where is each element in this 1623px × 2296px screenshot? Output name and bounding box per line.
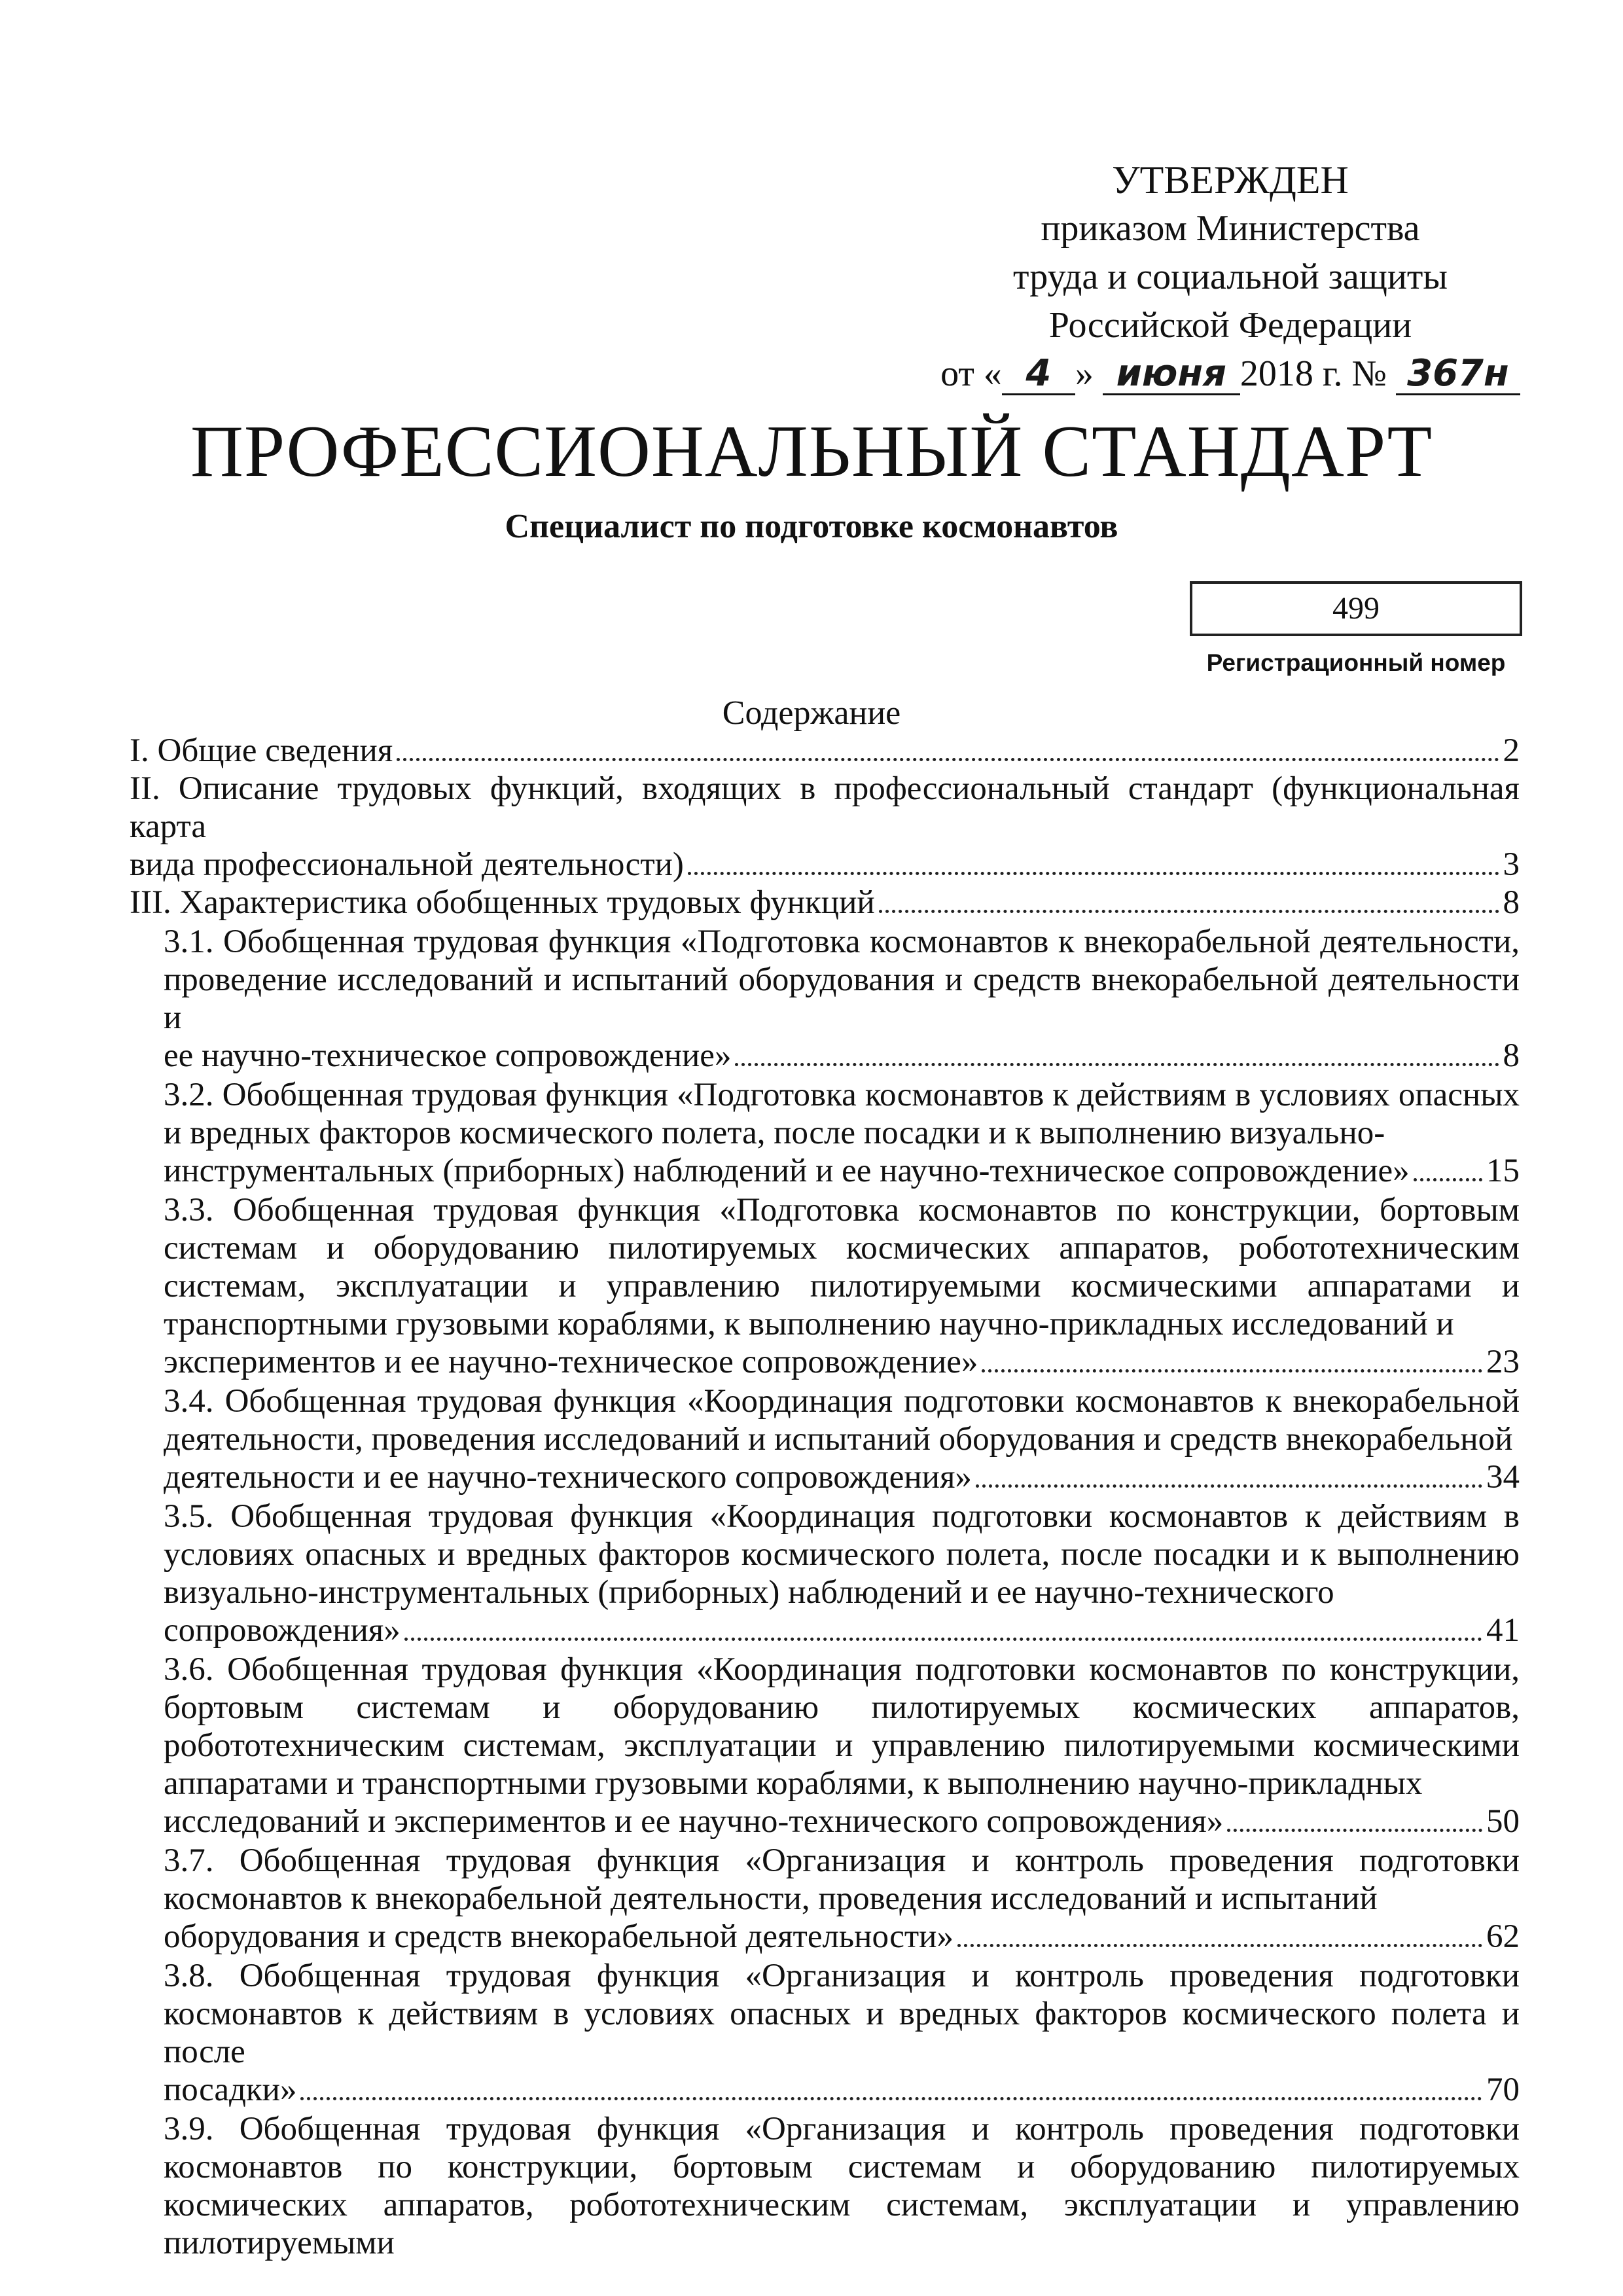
toc-entry-text: 3.3. Обобщенная трудовая функция «Подготовка космонавтов по конструкции, бортовым системам и оборудованию пилотируемых космических аппаратов, робототехническим системам, эксплуатации и управлению пилотируемыми космическими аппаратами и транспортными грузовыми кораблями, к выполнению научно-прикладных исследований и: [164, 1192, 1520, 1342]
toc-page-number: 50: [1486, 1803, 1520, 1840]
toc-page-number: 8: [1503, 884, 1520, 921]
toc-entry-text: 3.5. Обобщенная трудовая функция «Координация подготовки космонавтов к действиям в условиях опасных и вредных факторов космического полета, после посадки и к выполнению визуально-инструментальных (приборных) наблюдений и ее научно-технического: [164, 1498, 1520, 1611]
approval-line-4: Российской Федерации: [1048, 305, 1412, 346]
toc-entry-text: 3.7. Обобщенная трудовая функция «Организация и контроль проведения подготовки космонавтов к внекорабельной деятельности, проведения исследований и испытаний: [164, 1842, 1520, 1917]
toc-entry-last-line: [164, 1918, 1520, 1956]
toc-entry-text: 3.1. Обобщенная трудовая функция «Подготовка космонавтов к внекорабельной деятельности, проведение исследований и испытаний оборудования и средств внекорабельной деятельности и: [164, 924, 1520, 1036]
toc-entry[interactable]: [130, 770, 1520, 884]
toc-entry[interactable]: [130, 884, 1520, 922]
toc-entry-partial[interactable]: 3.9. Обобщенная трудовая функция «Организация и контроль проведения подготовки космонавтов по конструкции, бортовым системам и оборудованию пилотируемых космических аппаратов, робототехническим системам, эксплуатации и управлению пилотируемыми: [164, 2111, 1520, 2261]
toc-entry-text: 3.2. Обобщенная трудовая функция «Подготовка космонавтов к действиям в условиях опасных и вредных факторов космического полета, после посадки и к выполнению визуально-: [164, 1077, 1520, 1151]
toc-dot-leader: [1227, 1829, 1482, 1832]
registration-number-box: 499: [1190, 581, 1522, 636]
toc-page-number: 3: [1503, 846, 1520, 883]
toc-entry[interactable]: [130, 1498, 1520, 1649]
toc-dot-leader: [404, 1638, 1482, 1641]
toc-page-number: 41: [1486, 1612, 1520, 1649]
toc-entry-text: 3.8. Обобщенная трудовая функция «Организация и контроль проведения подготовки космонавтов к действиям в условиях опасных и вредных факторов космического полета и после: [164, 1958, 1520, 2070]
toc-entry-text: 3.6. Обобщенная трудовая функция «Координация подготовки космонавтов по конструкции, бортовым системам и оборудованию пилотируемых космических аппаратов, робототехническим системам, эксплуатации и управлению пилотируемыми космическими аппаратами и транспортными грузовыми кораблями, к выполнению научно-прикладных: [164, 1651, 1520, 1802]
toc-dot-leader: [957, 1944, 1482, 1947]
toc-entry-title-end: I. Общие сведения: [130, 732, 393, 769]
toc-entry-last-line: [164, 1611, 1520, 1649]
date-prefix: от «: [940, 353, 1002, 394]
toc-entry-title-end: III. Характеристика обобщенных трудовых функций: [130, 884, 875, 921]
toc-entry-last-line: [164, 1803, 1520, 1840]
toc-dot-leader: [735, 1063, 1499, 1066]
toc-entry-title-end: ее научно-техническое сопровождение»: [164, 1037, 732, 1074]
toc-entry[interactable]: [130, 1957, 1520, 2109]
toc-page-number: 2: [1503, 732, 1520, 769]
toc-entry-last-line: [130, 732, 1520, 770]
approval-line-2: приказом Министерства: [1041, 208, 1420, 249]
toc-entry-last-line: [164, 1037, 1520, 1075]
page-subtitle: Специалист по подготовке космонавтов: [505, 508, 1118, 545]
toc-page-number: 23: [1486, 1344, 1520, 1380]
toc-entry-title-end: посадки»: [164, 2072, 297, 2108]
toc-page-number: 8: [1503, 1037, 1520, 1074]
toc-dot-leader: [879, 910, 1499, 913]
toc-entry[interactable]: [130, 1076, 1520, 1190]
toc-entry-title-end: экспериментов и ее научно-техническое сопровождение»: [164, 1344, 978, 1380]
toc-entry-last-line: [130, 884, 1520, 922]
approval-line-3: труда и социальной защиты: [1013, 257, 1448, 297]
toc-entry-text: 3.4. Обобщенная трудовая функция «Координация подготовки космонавтов к внекорабельной деятельности, проведения исследований и испытаний оборудования и средств внекорабельной: [164, 1383, 1520, 1458]
toc-entry-title-end: оборудования и средств внекорабельной деятельности»: [164, 1918, 954, 1955]
toc-dot-leader: [976, 1484, 1482, 1488]
date-year: 2018 г. №: [1240, 353, 1387, 394]
toc-dot-leader: [397, 758, 1499, 761]
toc-dot-leader: [982, 1369, 1482, 1372]
page-title: ПРОФЕССИОНАЛЬНЫЙ СТАНДАРТ: [190, 411, 1433, 492]
toc-entry-title-end: вида профессиональной деятельности): [130, 846, 684, 883]
toc-page-number: 34: [1486, 1459, 1520, 1496]
order-date-line: [903, 350, 1558, 398]
toc-entry-last-line: [130, 846, 1520, 884]
toc-entry-last-line: [164, 2071, 1520, 2109]
toc-entry-title-end: деятельности и ее научно-технического сопровождения»: [164, 1459, 972, 1496]
toc-entry[interactable]: [130, 923, 1520, 1075]
toc-entry-title-end: сопровождения»: [164, 1612, 401, 1649]
toc-entry-last-line: [164, 1458, 1520, 1496]
toc-dot-leader: [300, 2097, 1482, 2100]
date-mid: »: [1075, 353, 1094, 394]
handwritten-order-number: 367н: [1396, 354, 1520, 395]
table-of-contents: [130, 732, 1520, 2262]
approval-heading: УТВЕРЖДЕН: [1112, 158, 1349, 202]
toc-entry-last-line: [164, 1152, 1520, 1190]
toc-entry[interactable]: [130, 1382, 1520, 1496]
toc-page-number: 62: [1486, 1918, 1520, 1955]
toc-page-number: 70: [1486, 2072, 1520, 2108]
handwritten-day: 4: [1002, 354, 1075, 395]
toc-entry[interactable]: [130, 732, 1520, 770]
toc-heading: Содержание: [722, 694, 901, 732]
toc-dot-leader: [688, 872, 1499, 875]
toc-page-number: 15: [1486, 1153, 1520, 1189]
toc-entry-text: II. Описание трудовых функций, входящих в профессиональный стандарт (функциональная карта: [130, 770, 1520, 845]
toc-entry-title-end: исследований и экспериментов и ее научно-технического сопровождения»: [164, 1803, 1224, 1840]
registration-number-label: Регистрационный номер: [1206, 649, 1506, 676]
toc-entry[interactable]: [130, 1842, 1520, 1956]
toc-dot-leader: [1414, 1178, 1482, 1181]
toc-entry[interactable]: [130, 1651, 1520, 1840]
toc-entry[interactable]: [130, 1191, 1520, 1381]
toc-entry-last-line: [164, 1343, 1520, 1381]
toc-entry-title-end: инструментальных (приборных) наблюдений и ее научно-техническое сопровождение»: [164, 1153, 1410, 1189]
approval-block: [903, 156, 1558, 398]
handwritten-month: июня: [1103, 354, 1240, 395]
